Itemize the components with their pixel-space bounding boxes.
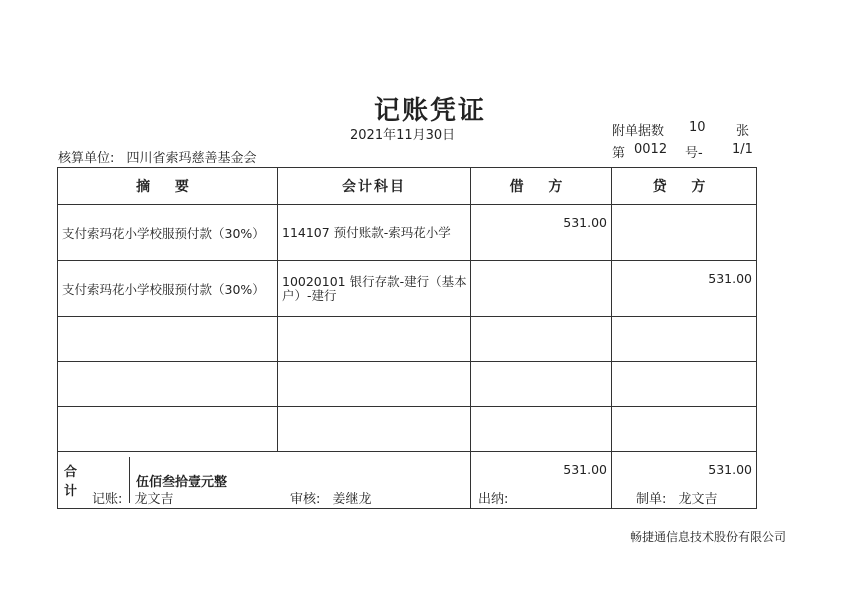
- total-credit: 531.00: [612, 452, 757, 509]
- summary-cell: 支付索玛花小学校服预付款（30%）: [58, 205, 278, 261]
- summary-cell: 支付索玛花小学校服预付款（30%）: [58, 261, 278, 317]
- preparer-label: 制单:: [636, 492, 667, 507]
- reviewer-signoff: [290, 488, 372, 507]
- voucher-table: [57, 167, 757, 509]
- credit-cell: [612, 407, 757, 452]
- accounting-unit: [58, 147, 257, 166]
- reviewer-label: 审核:: [290, 492, 321, 507]
- account-cell: [278, 362, 471, 407]
- unit-label: 核算单位:: [58, 151, 115, 166]
- table-row: [58, 407, 757, 452]
- summary-cell: [58, 407, 278, 452]
- summary-cell: [58, 362, 278, 407]
- credit-cell: [612, 317, 757, 362]
- total-label: 合 计: [58, 457, 130, 503]
- column-header-debit: 借 方: [471, 168, 612, 205]
- summary-cell: [58, 317, 278, 362]
- total-debit: 531.00: [471, 452, 612, 509]
- account-cell: [278, 317, 471, 362]
- table-row: [58, 362, 757, 407]
- debit-cell: 531.00: [471, 205, 612, 261]
- cashier-signoff: [478, 488, 516, 507]
- preparer-name: 龙文吉: [678, 492, 718, 507]
- table-row: [58, 317, 757, 362]
- voucher-date: 2021年11月30日: [350, 128, 456, 143]
- preparer-signoff: [636, 488, 718, 507]
- debit-cell: [471, 407, 612, 452]
- credit-cell: 531.00: [612, 261, 757, 317]
- voucher-page: 1/1: [732, 142, 753, 157]
- credit-cell: [612, 362, 757, 407]
- software-company: 畅捷通信息技术股份有限公司: [630, 530, 787, 544]
- unit-name: 四川省索玛慈善基金会: [126, 151, 257, 166]
- table-row: [58, 205, 757, 261]
- debit-cell: [471, 362, 612, 407]
- bookkeeper-name: 龙文吉: [134, 492, 174, 507]
- debit-cell: [471, 261, 612, 317]
- voucher-number: 0012: [634, 142, 668, 157]
- bookkeeper-label: 记账:: [92, 492, 123, 507]
- column-header-credit: 贷 方: [612, 168, 757, 205]
- total-amount-in-words: 伍佰叁拾壹元整: [136, 474, 228, 490]
- debit-cell: [471, 317, 612, 362]
- voucher-suffix: 号-: [685, 146, 703, 161]
- column-header-summary: 摘 要: [58, 168, 278, 205]
- attachments-label: 附单据数: [612, 124, 665, 139]
- account-cell: 114107 预付账款-索玛花小学: [278, 205, 471, 261]
- bookkeeper-signoff: [92, 488, 174, 507]
- cashier-label: 出纳:: [478, 492, 509, 507]
- reviewer-name: 姜继龙: [332, 492, 372, 507]
- attachments-count: 10: [689, 120, 706, 135]
- account-cell: [278, 407, 471, 452]
- account-cell: 10020101 银行存款-建行（基本户）-建行: [278, 261, 471, 317]
- attachments-unit: 张: [736, 124, 750, 139]
- table-row: [58, 261, 757, 317]
- voucher-title: 记账凭证: [373, 96, 486, 126]
- credit-cell: [612, 205, 757, 261]
- voucher-prefix: 第: [612, 146, 626, 161]
- column-header-account: 会计科目: [278, 168, 471, 205]
- table-header-row: [58, 168, 757, 205]
